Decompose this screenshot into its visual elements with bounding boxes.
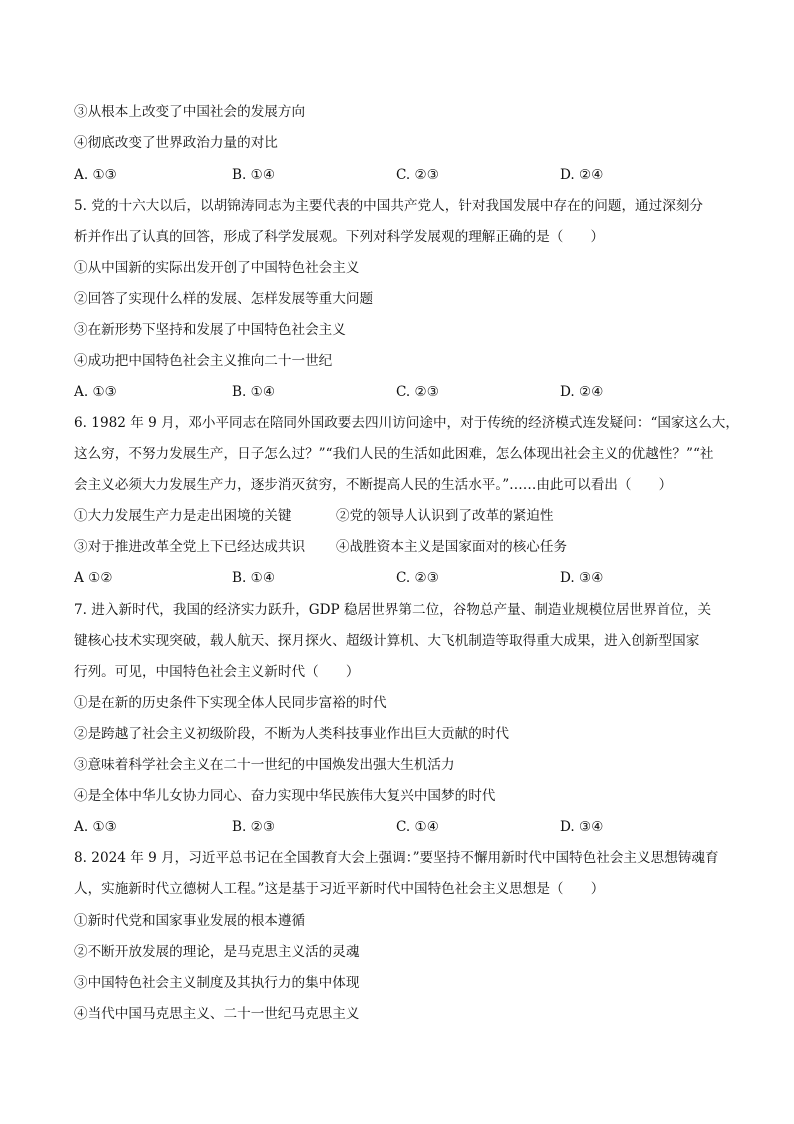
q6-option-1: ①大力发展生产力是走出困境的关键 bbox=[74, 508, 292, 524]
q4-option-4: ④彻底改变了世界政治力量的对比 bbox=[74, 135, 278, 151]
q7-stem-line-3: 行列。可见，中国特色社会主义新时代（ ） bbox=[74, 664, 360, 680]
q5-choice-c: C. ②③ bbox=[396, 384, 439, 400]
q8-stem-line-2: 人，实施新时代立德树人工程。”这是基于习近平新时代中国特色社会主义思想是（ ） bbox=[74, 881, 605, 897]
q4-choice-c: C. ②③ bbox=[396, 167, 439, 183]
q4-choice-b: B. ①④ bbox=[232, 167, 276, 183]
q5-choice-b: B. ①④ bbox=[232, 384, 276, 400]
q6-stem-line-3: 会主义必须大力发展生产力，逐步消灭贫穷，不断提高人民的生活水平。”……由此可以看出（ ） bbox=[74, 477, 673, 493]
q6-stem-line-1: 6. 1982 年 9 月，邓小平同志在陪同外国政要去四川访问途中，对于传统的经济模式连发疑问：“国家这么大， bbox=[74, 415, 739, 431]
q5-stem-line-2: 析并作出了认真的回答，形成了科学发展观。下列对科学发展观的理解正确的是（ ） bbox=[74, 229, 605, 245]
q5-option-4: ④成功把中国特色社会主义推向二十一世纪 bbox=[74, 353, 333, 369]
q5-option-1: ①从中国新的实际出发开创了中国特色社会主义 bbox=[74, 260, 360, 276]
q8-option-4: ④当代中国马克思主义、二十一世纪马克思主义 bbox=[74, 1006, 360, 1022]
q7-choice-b: B. ②③ bbox=[232, 819, 276, 835]
q6-stem-line-2: 这么穷，不努力发展生产，日子怎么过？”“我们人民的生活如此困难，怎么体现出社会主义的优越性？”“社 bbox=[74, 446, 714, 462]
q7-choice-d: D. ③④ bbox=[560, 819, 604, 835]
q6-option-3: ③对于推进改革全党上下已经达成共识 bbox=[74, 539, 306, 555]
q7-option-3: ③意味着科学社会主义在二十一世纪的中国焕发出强大生机活力 bbox=[74, 757, 455, 773]
q5-stem-line-1: 5. 党的十六大以后，以胡锦涛同志为主要代表的中国共产党人，针对我国发展中存在的问题，通过深刻分 bbox=[74, 198, 704, 214]
q8-option-1: ①新时代党和国家事业发展的根本遵循 bbox=[74, 913, 306, 929]
q7-option-2: ②是跨越了社会主义初级阶段，不断为人类科技事业作出巨大贡献的时代 bbox=[74, 726, 509, 742]
q4-choice-d: D. ②④ bbox=[560, 167, 604, 183]
q5-choice-a: A. ①③ bbox=[74, 384, 117, 400]
q6-choice-b: B. ①④ bbox=[232, 570, 276, 586]
q7-option-4: ④是全体中华儿女协力同心、奋力实现中华民族伟大复兴中国梦的时代 bbox=[74, 788, 496, 804]
q5-option-3: ③在新形势下坚持和发展了中国特色社会主义 bbox=[74, 322, 346, 338]
q8-stem-line-1: 8. 2024 年 9 月，习近平总书记在全国教育大会上强调：”要坚持不懈用新时代中国特色社会主义思想铸魂育 bbox=[74, 850, 719, 866]
q6-choices bbox=[74, 568, 734, 588]
q5-choices bbox=[74, 382, 734, 402]
q4-choices bbox=[74, 165, 734, 185]
q7-stem-line-1: 7. 进入新时代，我国的经济实力跃升，GDP 稳居世界第二位，谷物总产量、制造业规模位居世界首位，关 bbox=[74, 602, 712, 618]
q5-choice-d: D. ②④ bbox=[560, 384, 604, 400]
q6-option-2: ②党的领导人认识到了改革的紧迫性 bbox=[336, 508, 554, 524]
q7-option-1: ①是在新的历史条件下实现全体人民同步富裕的时代 bbox=[74, 695, 387, 711]
q7-choices bbox=[74, 817, 734, 837]
q7-stem-line-2: 键核心技术实现突破，载人航天、探月探火、超级计算机、大飞机制造等取得重大成果，进入创新型国家 bbox=[74, 633, 700, 649]
q6-choice-d: D. ③④ bbox=[560, 570, 604, 586]
q6-option-4: ④战胜资本主义是国家面对的核心任务 bbox=[336, 539, 568, 555]
q7-choice-c: C. ①④ bbox=[396, 819, 439, 835]
q4-option-3: ③从根本上改变了中国社会的发展方向 bbox=[74, 104, 306, 120]
q7-choice-a: A. ①③ bbox=[74, 819, 117, 835]
q4-choice-a: A. ①③ bbox=[74, 167, 117, 183]
q6-choice-c: C. ②③ bbox=[396, 570, 439, 586]
q8-option-2: ②不断开放发展的理论，是马克思主义活的灵魂 bbox=[74, 944, 360, 960]
q8-option-3: ③中国特色社会主义制度及其执行力的集中体现 bbox=[74, 975, 360, 991]
q5-option-2: ②回答了实现什么样的发展、怎样发展等重大问题 bbox=[74, 291, 374, 307]
q6-choice-a: A ①② bbox=[74, 570, 113, 586]
